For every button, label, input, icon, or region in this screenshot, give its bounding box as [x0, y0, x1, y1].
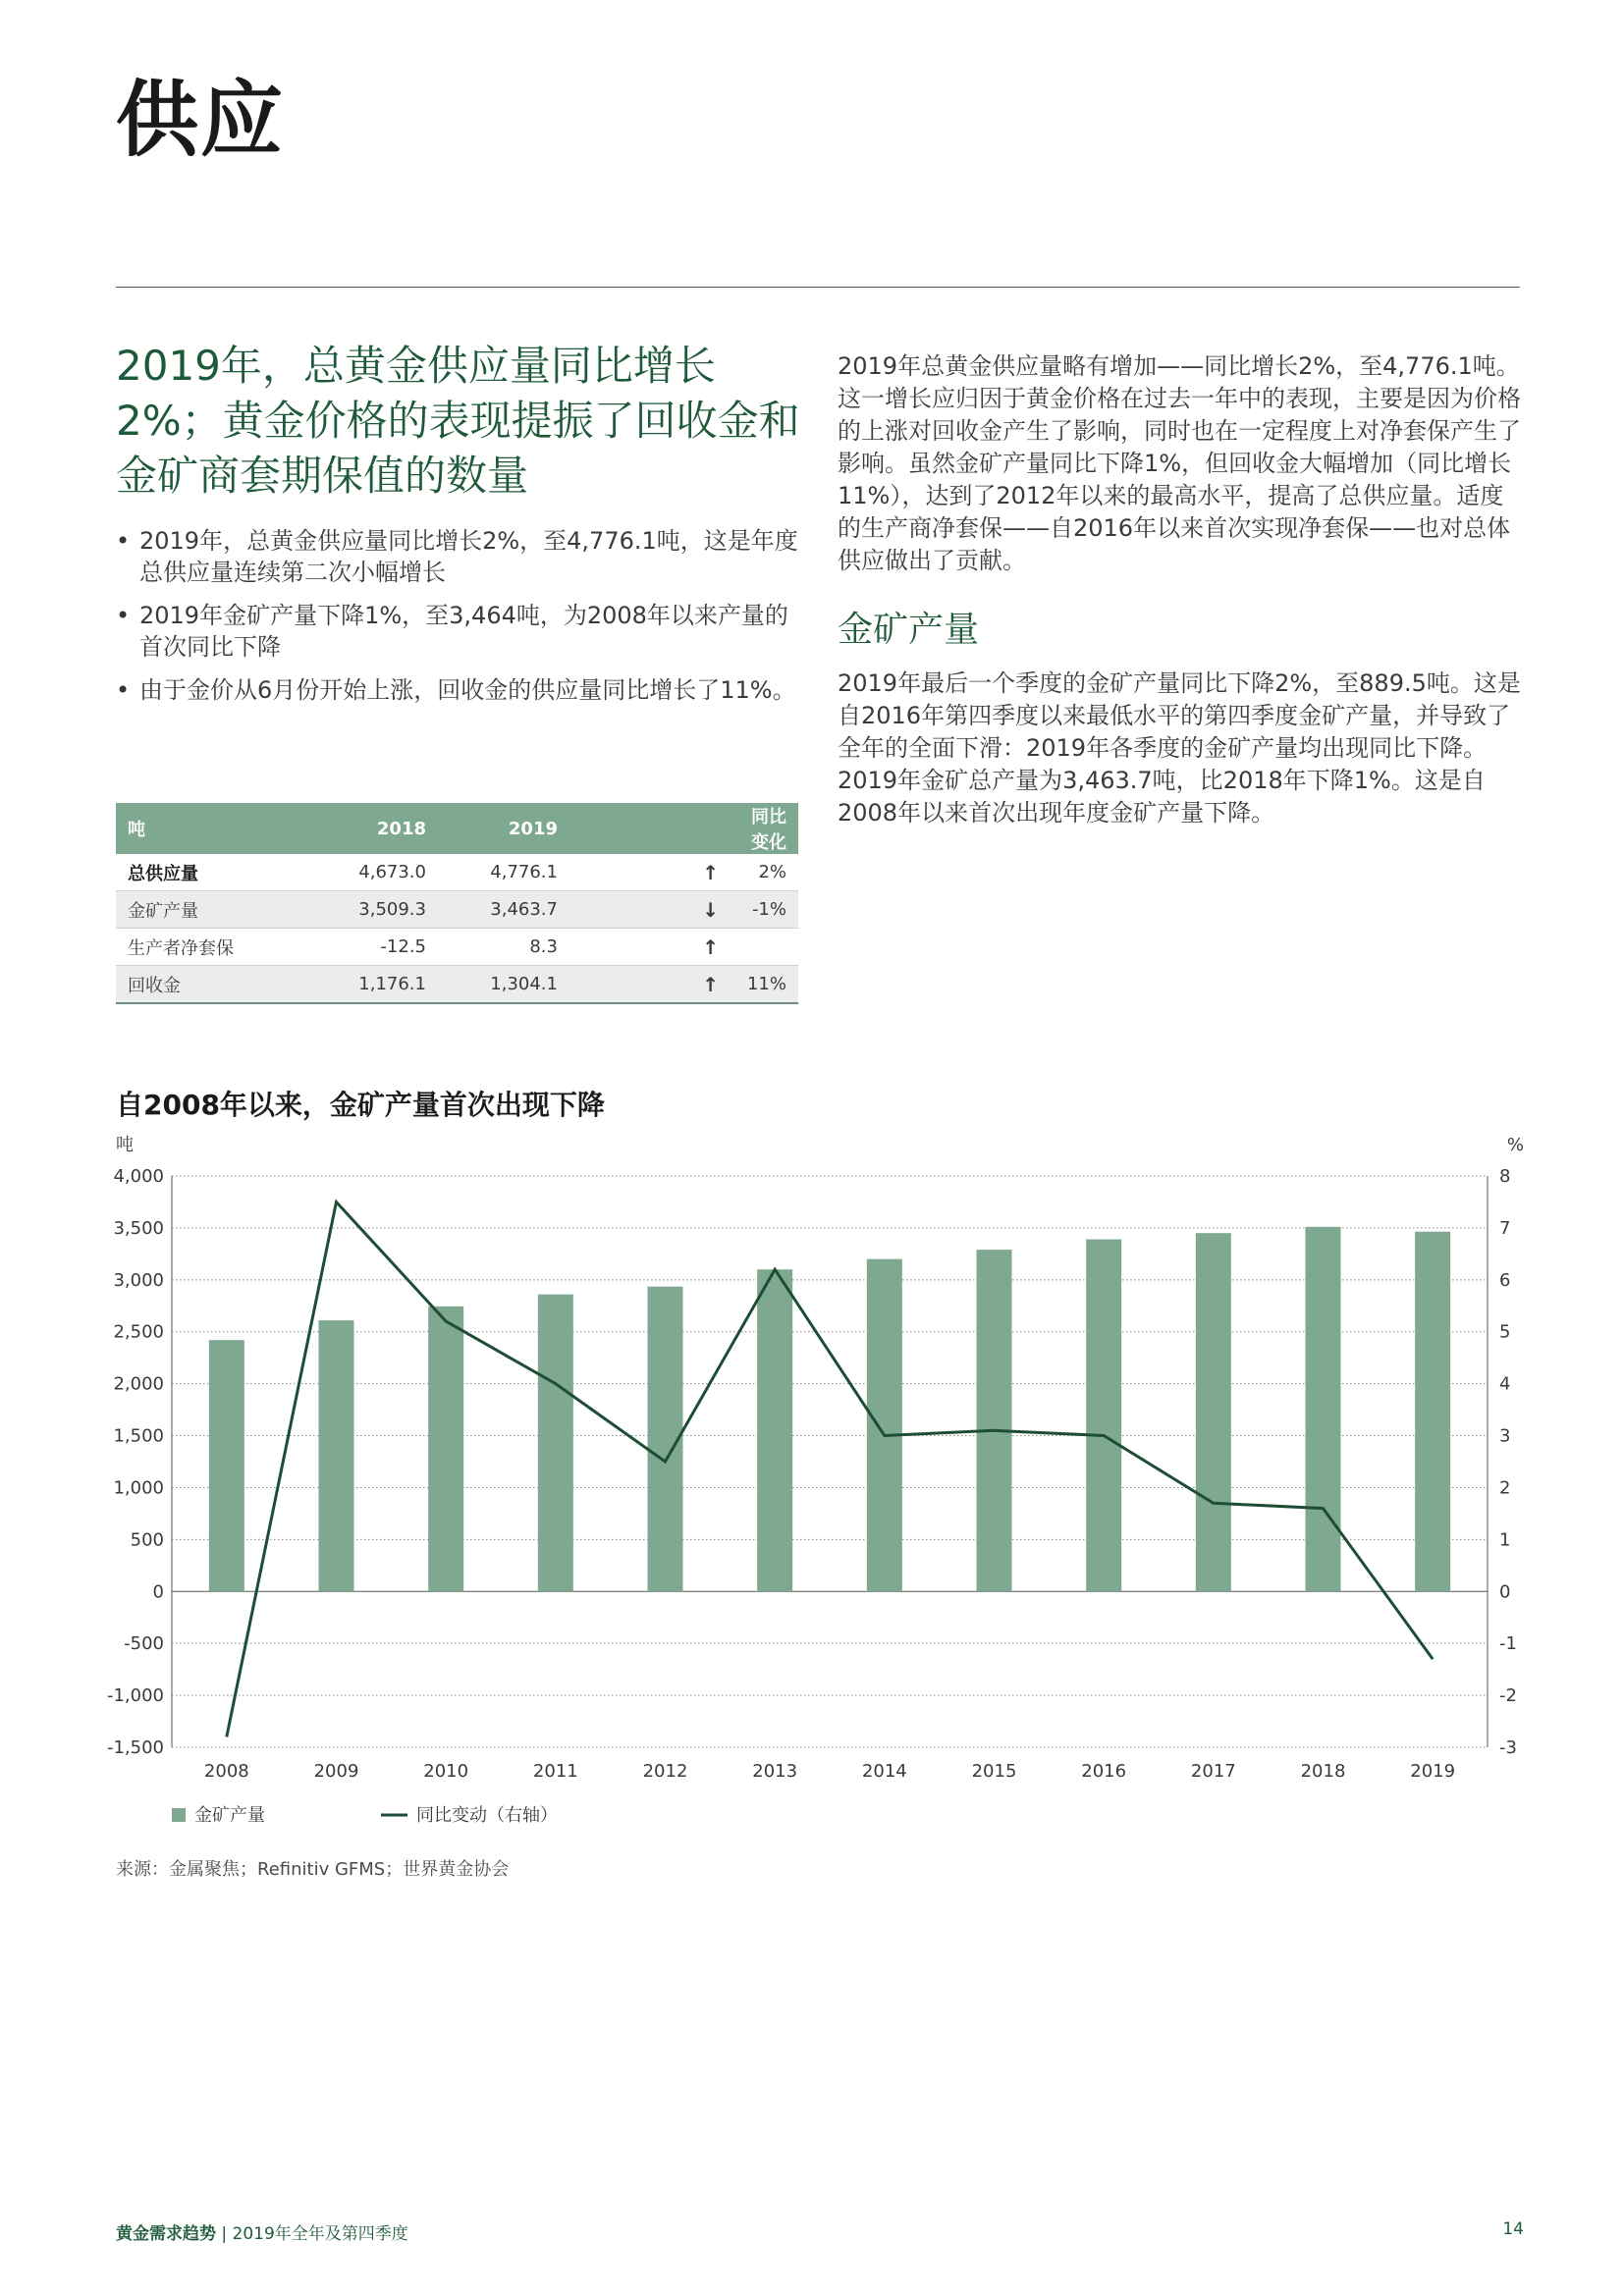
right-tick-label: 8: [1499, 1166, 1511, 1187]
source-note: 来源：金属聚焦；Refinitiv GFMS；世界黄金协会: [116, 1859, 510, 1880]
legend-bar-swatch: [172, 1808, 186, 1822]
bullet-item: • 由于金价从6月份开始上涨，回收金的供应量同比增长了11%。: [116, 674, 803, 706]
left-tick-label: -1,500: [106, 1737, 164, 1758]
table-header-change: 同比变化: [731, 803, 798, 854]
left-axis-unit: 吨: [116, 1135, 134, 1155]
right-tick-label: 2: [1499, 1477, 1511, 1499]
value-2019: 4,776.1: [438, 854, 569, 891]
left-tick-label: 2,000: [113, 1373, 164, 1395]
table-row: [116, 854, 798, 891]
footer-separator: |: [216, 2224, 233, 2244]
value-2018: 4,673.0: [306, 854, 438, 891]
x-tick-label: 2008: [203, 1761, 249, 1782]
page-title: 供应: [116, 72, 286, 168]
supply-table: [116, 803, 798, 1004]
left-tick-label: 1,500: [113, 1425, 164, 1447]
chart-title: 自2008年以来，金矿产量首次出现下降: [116, 1089, 605, 1121]
mine-production-heading: 金矿产量: [838, 610, 980, 650]
right-tick-label: -1: [1499, 1633, 1517, 1655]
bullet-item: • 2019年，总黄金供应量同比增长2%，至4,776.1吨，这是年度总供应量连续第二次小幅增长: [116, 525, 803, 588]
mine-production-paragraph: 2019年最后一个季度的金矿产量同比下降2%，至889.5吨。这是自2016年第四季度以来最低水平的第四季度金矿产量，并导致了全年的全面下滑：2019年各季度的金矿产量均出现同比下降。2019年金矿总产量为3,463.7吨，比2018年下降1%。这是自2008年以来首次出现年度金矿产量下降。: [838, 669, 1521, 827]
bar-mark: [1415, 1232, 1450, 1592]
right-tick-label: -3: [1499, 1737, 1517, 1758]
key-points-list: [116, 525, 803, 706]
table-row: [116, 929, 798, 966]
change-value: 11%: [731, 966, 798, 1004]
bar-mark: [1306, 1227, 1341, 1591]
bar-mark: [1086, 1240, 1121, 1592]
row-label: 金矿产量: [116, 891, 306, 929]
yoy-change-line: [227, 1202, 1433, 1737]
right-tick-label: -2: [1499, 1685, 1517, 1707]
row-label: 回收金: [116, 966, 306, 1004]
right-axis-unit: %: [1506, 1135, 1524, 1155]
table-header-2019: 2019: [438, 803, 569, 854]
left-tick-label: 3,500: [113, 1217, 164, 1239]
value-2019: 8.3: [438, 929, 569, 966]
left-tick-label: 2,500: [113, 1321, 164, 1343]
bar-mark: [538, 1295, 573, 1592]
x-tick-label: 2012: [642, 1761, 688, 1782]
bar-mark: [1196, 1233, 1231, 1591]
legend: [172, 1805, 558, 1826]
bar-mark: [867, 1259, 902, 1592]
x-tick-label: 2013: [752, 1761, 798, 1782]
bar-mark: [428, 1307, 463, 1591]
right-tick-label: 6: [1499, 1269, 1511, 1291]
x-tick-label: 2009: [313, 1761, 359, 1782]
section-headline: 2019年，总黄金供应量同比增长2%；黄金价格的表现提振了回收金和金矿商套期保值的数量: [116, 342, 800, 500]
x-tick-label: 2017: [1190, 1761, 1236, 1782]
change-value: -1%: [731, 891, 798, 929]
table-row: [116, 891, 798, 929]
right-tick-label: 7: [1499, 1217, 1511, 1239]
value-2018: 3,509.3: [306, 891, 438, 929]
x-tick-label: 2016: [1081, 1761, 1127, 1782]
left-tick-label: -1,000: [106, 1685, 164, 1707]
x-tick-label: 2015: [971, 1761, 1017, 1782]
axes: [172, 1176, 1488, 1747]
left-tick-label: 1,000: [113, 1477, 164, 1499]
left-tick-label: -500: [124, 1633, 164, 1655]
arrow-up-icon: ↑: [569, 929, 731, 966]
left-tick-label: 500: [130, 1529, 164, 1551]
gridlines: [172, 1176, 1488, 1747]
right-tick-label: 0: [1499, 1581, 1511, 1603]
bar-mark: [977, 1250, 1012, 1591]
change-value: 2%: [731, 854, 798, 891]
right-tick-label: 1: [1499, 1529, 1511, 1551]
value-2018: 1,176.1: [306, 966, 438, 1004]
left-tick-label: 3,000: [113, 1269, 164, 1291]
left-tick-label: 0: [152, 1581, 164, 1603]
page-number: 14: [1502, 2219, 1524, 2239]
change-value: [731, 929, 798, 966]
x-tick-label: 2011: [532, 1761, 578, 1782]
bar-mark: [319, 1320, 354, 1591]
table-row: [116, 966, 798, 1004]
arrow-up-icon: ↑: [569, 966, 731, 1004]
mine-production-chart: [98, 1129, 1532, 1836]
bar-mark: [209, 1340, 244, 1591]
value-2019: 1,304.1: [438, 966, 569, 1004]
row-label: 总供应量: [116, 854, 306, 891]
value-2019: 3,463.7: [438, 891, 569, 929]
table-header-row: [116, 803, 798, 854]
value-2018: -12.5: [306, 929, 438, 966]
right-tick-label: 4: [1499, 1373, 1511, 1395]
right-tick-label: 5: [1499, 1321, 1511, 1343]
footer-brand: 黄金需求趋势: [116, 2224, 216, 2244]
right-column: [838, 350, 1525, 829]
table-header-2018: 2018: [306, 803, 438, 854]
x-tick-label: 2010: [423, 1761, 469, 1782]
arrow-up-icon: ↑: [569, 854, 731, 891]
title-divider: [116, 287, 1520, 288]
legend-bar-label: 金矿产量: [194, 1805, 265, 1826]
bar-mark: [757, 1269, 792, 1591]
line-series: [227, 1202, 1433, 1737]
right-tick-label: 3: [1499, 1425, 1511, 1447]
arrow-down-icon: ↓: [569, 891, 731, 929]
footer-period: 2019年全年及第四季度: [232, 2224, 408, 2244]
table-header-unit: 吨: [116, 803, 306, 854]
x-tick-label: 2019: [1410, 1761, 1456, 1782]
intro-paragraph: 2019年总黄金供应量略有增加——同比增长2%，至4,776.1吨。这一增长应归因于黄金价格在过去一年中的表现，主要是因为价格的上涨对回收金产生了影响，同时也在一定程度上对净套保产生了影响。虽然金矿产量同比下降1%，但回收金大幅增加（同比增长11%），达到了2012年以来的最高水平，提高了总供应量。适度的生产商净套保——自2016年以来首次实现净套保——也对总体供应做出了贡献。: [838, 352, 1521, 574]
left-column: [116, 339, 803, 718]
bullet-item: • 2019年金矿产量下降1%，至3,464吨，为2008年以来产量的首次同比下降: [116, 600, 803, 663]
row-label: 生产者净套保: [116, 929, 306, 966]
legend-line-label: 同比变动（右轴）: [416, 1805, 558, 1826]
page-footer: [116, 2219, 408, 2244]
table-header-arrow-spacer: [569, 803, 731, 854]
x-tick-label: 2014: [861, 1761, 907, 1782]
left-tick-label: 4,000: [113, 1166, 164, 1187]
x-tick-label: 2018: [1300, 1761, 1346, 1782]
bar-series: [209, 1227, 1450, 1591]
